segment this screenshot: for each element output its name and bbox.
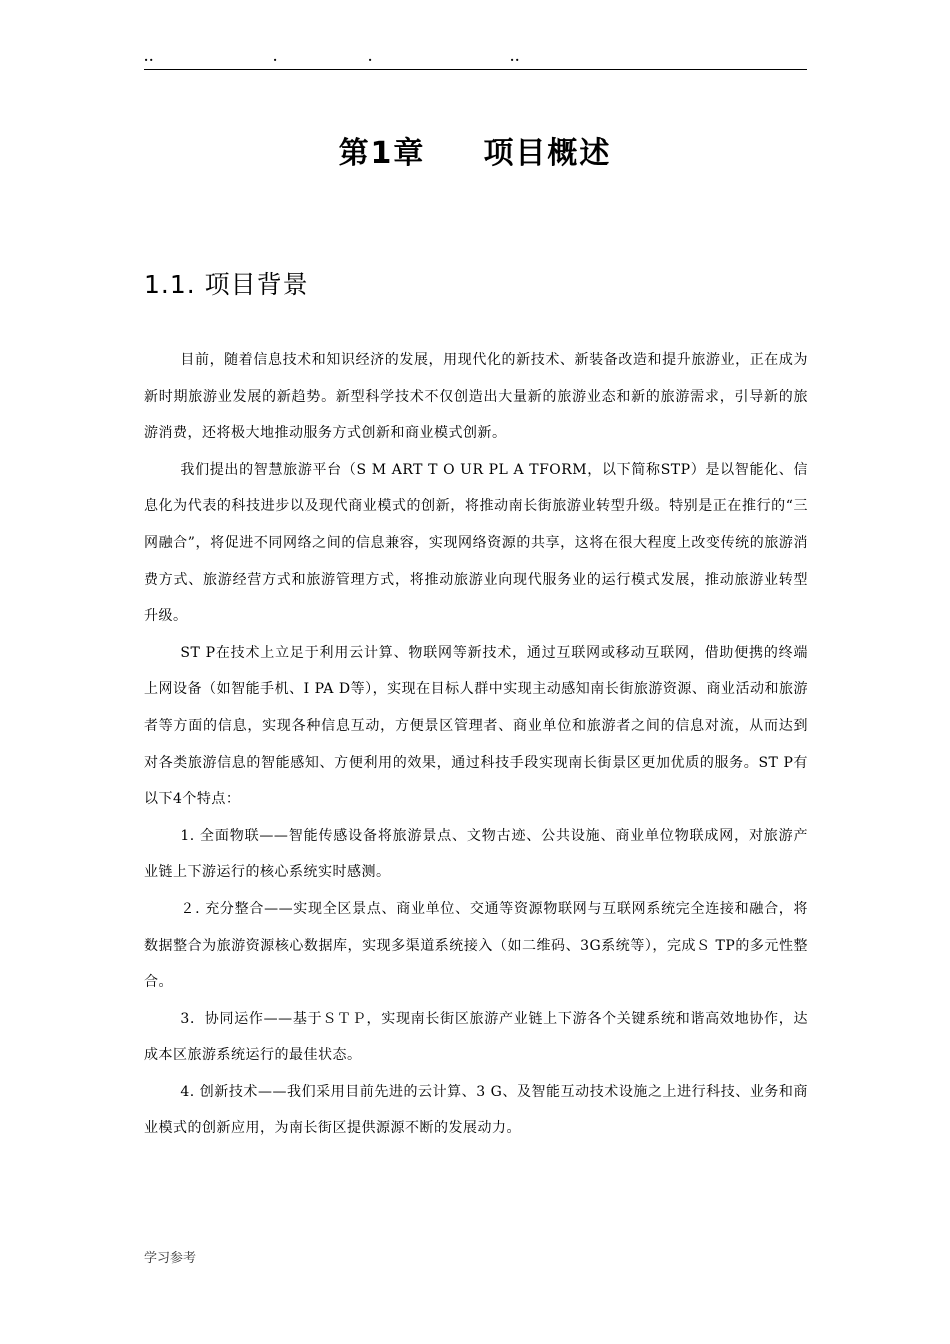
chapter-number: 第1章	[338, 136, 426, 171]
header-mark-2: .	[273, 50, 279, 64]
header-mark-3: .	[368, 50, 374, 64]
body-text	[144, 342, 808, 1147]
paragraph-feature-3: 3．协同运作——基于ＳＴＰ，实现南长街区旅游产业链上下游各个关键系统和谐高效地协作，达成本区旅游系统运行的最佳状态。	[144, 1010, 808, 1064]
paragraph-intro: 目前，随着信息技术和知识经济的发展，用现代化的新技术、新装备改造和提升旅游业，正在成为新时期旅游业发展的新趋势。新型科学技术不仅创造出大量新的旅游业态和新的旅游需求，引导新的旅游消费，还将极大地推动服务方式创新和商业模式创新。	[144, 352, 808, 442]
paragraph-platform: 我们提出的智慧旅游平台（S M ART T O UR PL A TFORM，以下简称STP）是以智能化、信息化为代表的科技进步以及现代商业模式的创新，将推动南长街旅游业转型升级。特别是正在推行的“三网融合”，将促进不同网络之间的信息兼容，实现网络资源的共享，这将在很大程度上改变传统的旅游消费方式、旅游经营方式和旅游管理方式，将推动旅游业向现代服务业的运行模式发展，推动旅游业转型升级。	[144, 461, 808, 625]
section-title: 1.1. 项目背景	[144, 270, 309, 299]
paragraph-feature-1: 1. 全面物联——智能传感设备将旅游景点、文物古迹、公共设施、商业单位物联成网，对旅游产业链上下游运行的核心系统实时感测。	[144, 827, 808, 881]
paragraph-technology: ST P在技术上立足于利用云计算、物联网等新技术，通过互联网或移动互联网，借助便携的终端上网设备（如智能手机、I PA D等），实现在目标人群中实现主动感知南长街旅游资源、商业活动和旅游者等方面的信息，实现各种信息互动，方便景区管理者、商业单位和旅游者之间的信息对流，从而达到对各类旅游信息的智能感知、方便利用的效果，通过科技手段实现南长街景区更加优质的服务。ST P有以下4个特点：	[144, 644, 808, 808]
paragraph-feature-4: 4. 创新技术——我们采用目前先进的云计算、3 G、及智能互动技术设施之上进行科技、业务和商业模式的创新应用，为南长街区提供源源不断的发展动力。	[144, 1083, 808, 1137]
chapter-title: 项目概述	[483, 136, 612, 171]
header-mark-1: ..	[144, 50, 155, 64]
chapter-heading	[0, 128, 950, 172]
header-mark-4: ..	[510, 50, 521, 64]
footer-text: 学习参考	[144, 1251, 197, 1266]
paragraph-feature-2: ２. 充分整合——实现全区景点、商业单位、交通等资源物联网与互联网系统完全连接和融合，将数据整合为旅游资源核心数据库，实现多渠道系统接入（如二维码、3G系统等），完成Ｓ TP的多元性整合。	[144, 900, 808, 991]
header-rule	[144, 69, 807, 70]
